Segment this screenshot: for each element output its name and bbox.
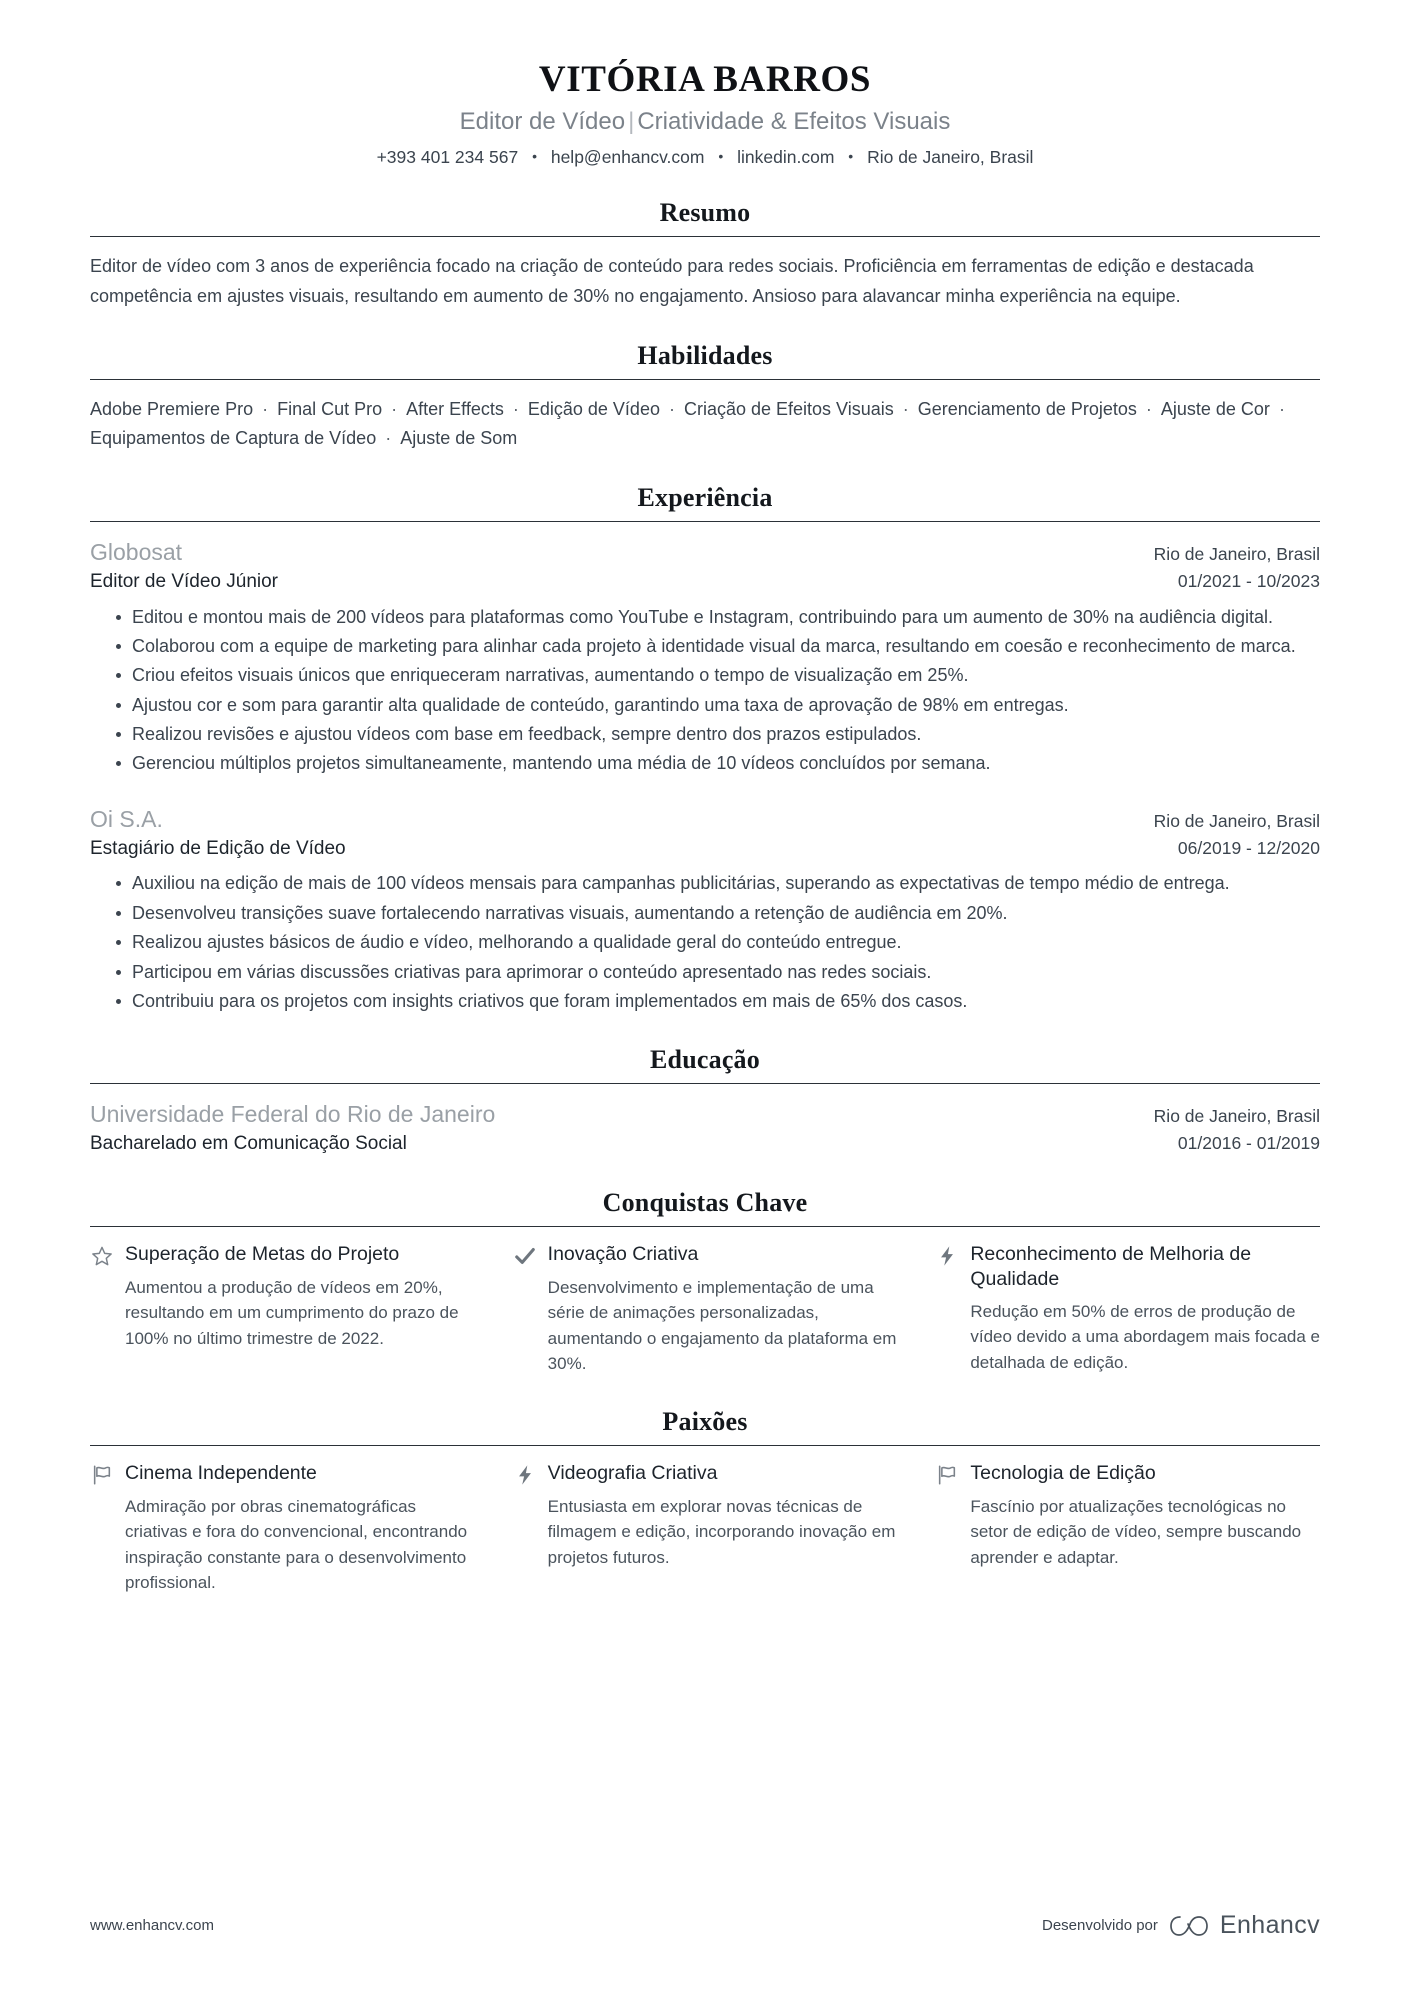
resume-entry bbox=[90, 804, 1320, 1015]
skill-separator-icon: · bbox=[1140, 398, 1157, 419]
achievement-card-list bbox=[90, 1242, 1320, 1377]
summary-text: Editor de vídeo com 3 anos de experiência focado na criação de conteúdo para redes sociais. Proficiência em ferramentas de edição e destacada competência em ajustes visuais, resultando em aumento de 30% no engajamento. Ansioso para alavancar minha experiência na equipe. bbox=[90, 256, 1254, 306]
resume-header bbox=[90, 58, 1320, 168]
entry-bullet: Editou e montou mais de 200 vídeos para plataformas como YouTube e Instagram, contribuindo para um aumento de 30% na audiência digital. bbox=[116, 604, 1320, 631]
passion-card bbox=[513, 1461, 898, 1571]
card-header bbox=[90, 1461, 475, 1487]
entry-role: Editor de Vídeo Júnior bbox=[90, 571, 279, 593]
skill-item: Gerenciamento de Projetos bbox=[917, 398, 1137, 419]
card-description: Entusiasta em explorar novas técnicas de filmagem e edição, incorporando inovação em projetos futuros. bbox=[547, 1496, 896, 1567]
skill-separator-icon: · bbox=[507, 398, 524, 419]
card-description: Admiração por obras cinematográficas criativas e fora do convencional, encontrando inspiração constante para o desenvolvimento profissional. bbox=[125, 1496, 468, 1593]
passion-card bbox=[935, 1461, 1320, 1571]
contact-location: Rio de Janeiro, Brasil bbox=[867, 146, 1034, 167]
card-title: Videografia Criativa bbox=[547, 1461, 718, 1484]
entry-bullet: Participou em várias discussões criativas para aprimorar o conteúdo apresentado nas redes sociais. bbox=[116, 959, 1320, 986]
skill-item: Ajuste de Cor bbox=[1160, 398, 1270, 419]
star-icon bbox=[90, 1244, 114, 1268]
entry-role: Estagiário de Edição de Vídeo bbox=[90, 837, 346, 859]
card-description: Desenvolvimento e implementação de uma série de animações personalizadas, aumentando o engajamento da plataforma em 30%. bbox=[547, 1277, 897, 1374]
bolt-icon bbox=[935, 1244, 959, 1268]
section-passions bbox=[90, 1407, 1320, 1596]
headline-right: Criatividade & Efeitos Visuais bbox=[637, 107, 951, 135]
entry-dates: 01/2016 - 01/2019 bbox=[1177, 1133, 1320, 1154]
passion-card-list bbox=[90, 1461, 1320, 1596]
experience-entries bbox=[90, 522, 1320, 1015]
candidate-headline bbox=[90, 107, 1320, 137]
entry-role-row bbox=[90, 1130, 1320, 1158]
achievement-card bbox=[90, 1242, 475, 1352]
entry-bullet: Realizou revisões e ajustou vídeos com base em feedback, sempre dentro dos prazos estipulados. bbox=[116, 721, 1320, 748]
section-title-education: Educação bbox=[650, 1045, 760, 1075]
section-title-skills: Habilidades bbox=[637, 340, 773, 370]
contact-separator-icon: • bbox=[532, 147, 537, 164]
skill-separator-icon: · bbox=[257, 398, 274, 419]
section-title-achievements: Conquistas Chave bbox=[602, 1187, 808, 1217]
entry-bullet: Criou efeitos visuais únicos que enriqueceram narrativas, aumentando o tempo de visualização em 25%. bbox=[116, 662, 1320, 689]
footer-website[interactable]: www.enhancv.com bbox=[90, 1917, 214, 1934]
achievement-card bbox=[513, 1242, 898, 1377]
card-description: Redução em 50% de erros de produção de vídeo devido a uma abordagem mais focada e detalhada de edição. bbox=[970, 1301, 1321, 1372]
skill-item: Edição de Vídeo bbox=[527, 398, 660, 419]
skill-separator-icon: · bbox=[386, 398, 403, 419]
entry-role: Bacharelado em Comunicação Social bbox=[90, 1133, 407, 1155]
footer-branding bbox=[1042, 1911, 1320, 1940]
card-title: Cinema Independente bbox=[125, 1461, 317, 1484]
card-title: Tecnologia de Edição bbox=[970, 1461, 1156, 1484]
headline-left: Editor de Vídeo bbox=[459, 107, 626, 135]
card-header bbox=[513, 1461, 898, 1487]
flag-icon bbox=[935, 1463, 959, 1487]
card-title: Reconhecimento de Melhoria de Qualidade bbox=[970, 1242, 1252, 1290]
entry-bullet-list bbox=[90, 604, 1320, 778]
entry-bullet: Auxiliou na edição de mais de 100 vídeos mensais para campanhas publicitárias, superando as expectativas de tempo médio de entrega. bbox=[116, 870, 1320, 897]
entry-bullet: Gerenciou múltiplos projetos simultaneamente, mantendo uma média de 10 vídeos concluídos por semana. bbox=[116, 750, 1320, 777]
entry-location: Rio de Janeiro, Brasil bbox=[1153, 1106, 1320, 1127]
headline-divider: | bbox=[628, 107, 635, 135]
skill-item: Final Cut Pro bbox=[277, 398, 383, 419]
page-footer bbox=[90, 1911, 1320, 1940]
entry-org-row bbox=[90, 804, 1320, 835]
section-title-summary: Resumo bbox=[659, 198, 751, 228]
resume-entry bbox=[90, 1099, 1320, 1158]
section-summary bbox=[90, 198, 1320, 310]
contact-linkedin[interactable]: linkedin.com bbox=[737, 146, 835, 167]
passion-card bbox=[90, 1461, 475, 1596]
section-title-experience: Experiência bbox=[637, 483, 773, 513]
contact-email[interactable]: help@enhancv.com bbox=[550, 146, 705, 167]
contact-line bbox=[90, 146, 1320, 169]
resume-entry bbox=[90, 537, 1320, 778]
card-header bbox=[90, 1242, 475, 1268]
education-entries bbox=[90, 1084, 1320, 1158]
contact-separator-icon: • bbox=[718, 147, 724, 164]
entry-dates: 06/2019 - 12/2020 bbox=[1177, 837, 1320, 858]
skill-separator-icon: · bbox=[1273, 398, 1285, 419]
entry-organization: Globosat bbox=[90, 539, 183, 566]
card-header bbox=[935, 1461, 1320, 1487]
entry-bullet-list bbox=[90, 870, 1320, 1015]
section-achievements bbox=[90, 1188, 1320, 1377]
entry-organization: Oi S.A. bbox=[90, 805, 163, 832]
card-title: Superação de Metas do Projeto bbox=[125, 1242, 400, 1265]
section-experience bbox=[90, 483, 1320, 1015]
section-title-passions: Paixões bbox=[662, 1406, 748, 1436]
contact-separator-icon: • bbox=[848, 147, 854, 164]
check-icon bbox=[513, 1244, 537, 1268]
candidate-name: VITÓRIA BARROS bbox=[538, 59, 872, 100]
skill-item: Equipamentos de Captura de Vídeo bbox=[90, 427, 377, 448]
entry-location: Rio de Janeiro, Brasil bbox=[1153, 810, 1320, 831]
section-skills bbox=[90, 341, 1320, 453]
entry-role-row bbox=[90, 835, 1320, 863]
entry-bullet: Contribuiu para os projetos com insights criativos que foram implementados em mais de 65% dos casos. bbox=[116, 988, 1320, 1015]
footer-made-by-label: Desenvolvido por bbox=[1042, 1917, 1158, 1934]
card-header bbox=[935, 1242, 1320, 1292]
section-education bbox=[90, 1045, 1320, 1158]
card-header bbox=[513, 1242, 898, 1268]
skills-list bbox=[90, 395, 1320, 453]
skill-separator-icon: · bbox=[663, 398, 680, 419]
card-description: Aumentou a produção de vídeos em 20%, resultando em um cumprimento do prazo de 100% no último trimestre de 2022. bbox=[125, 1277, 459, 1348]
enhancv-logo-icon bbox=[1169, 1913, 1209, 1939]
contact-phone: +393 401 234 567 bbox=[376, 146, 519, 167]
entry-location: Rio de Janeiro, Brasil bbox=[1153, 544, 1320, 565]
entry-dates: 01/2021 - 10/2023 bbox=[1177, 571, 1320, 592]
entry-role-row bbox=[90, 568, 1320, 596]
entry-org-row bbox=[90, 537, 1320, 568]
skill-item: Ajuste de Som bbox=[400, 427, 518, 448]
entry-org-row bbox=[90, 1099, 1320, 1130]
flag-icon bbox=[90, 1463, 114, 1487]
entry-bullet: Colaborou com a equipe de marketing para alinhar cada projeto à identidade visual da marca, resultando em coesão e reconhecimento de marca. bbox=[116, 633, 1320, 660]
skill-item: Adobe Premiere Pro bbox=[90, 398, 254, 419]
entry-bullet: Realizou ajustes básicos de áudio e vídeo, melhorando a qualidade geral do conteúdo entregue. bbox=[116, 929, 1320, 956]
card-description: Fascínio por atualizações tecnológicas no setor de edição de vídeo, sempre buscando aprender e adaptar. bbox=[970, 1496, 1302, 1567]
achievement-card bbox=[935, 1242, 1320, 1375]
bolt-icon bbox=[513, 1463, 537, 1487]
entry-organization: Universidade Federal do Rio de Janeiro bbox=[90, 1101, 496, 1128]
skill-separator-icon: · bbox=[380, 427, 397, 448]
skill-separator-icon: · bbox=[897, 398, 914, 419]
skill-item: Criação de Efeitos Visuais bbox=[683, 398, 894, 419]
entry-bullet: Desenvolveu transições suave fortalecendo narrativas visuais, aumentando a retenção de audiência em 20%. bbox=[116, 900, 1320, 927]
card-title: Inovação Criativa bbox=[547, 1242, 699, 1265]
entry-bullet: Ajustou cor e som para garantir alta qualidade de conteúdo, garantindo uma taxa de aprovação de 98% em entregas. bbox=[116, 692, 1320, 719]
skill-item: After Effects bbox=[406, 398, 504, 419]
footer-brand-name: Enhancv bbox=[1219, 1911, 1320, 1939]
